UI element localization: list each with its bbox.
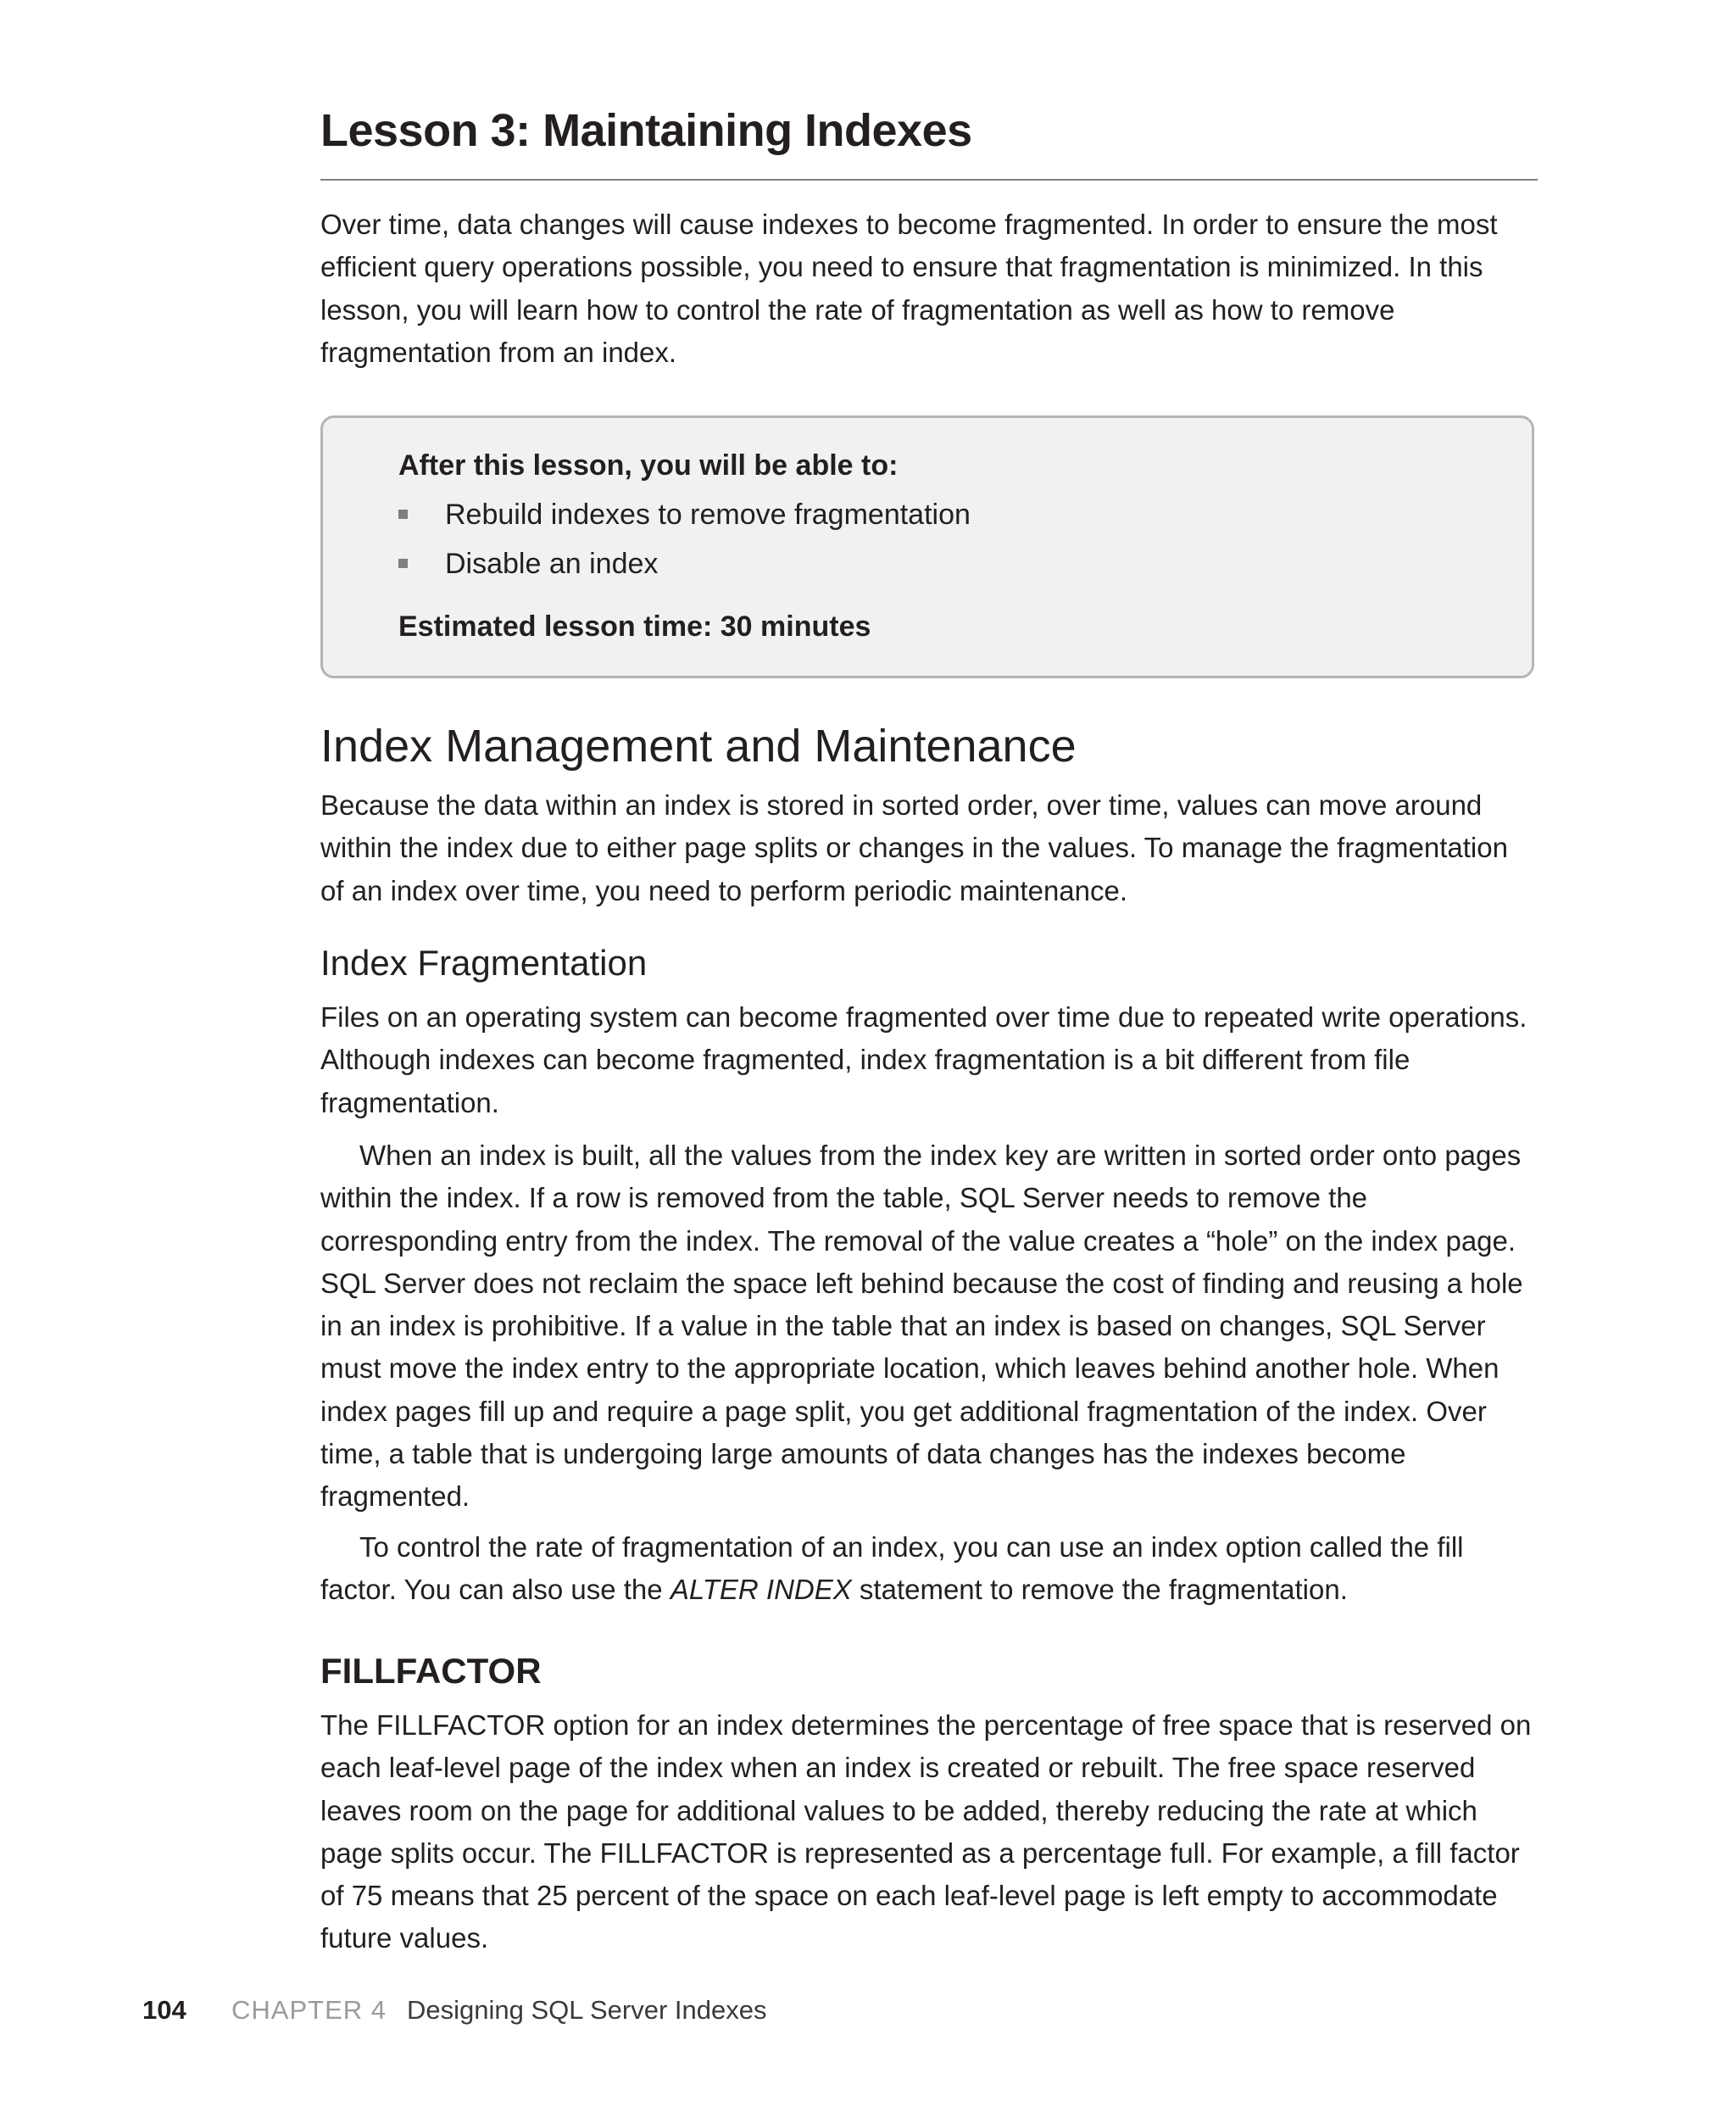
lesson-title: Lesson 3: Maintaining Indexes <box>320 105 972 156</box>
fragmentation-paragraph-2: When an index is built, all the values from the index key are written in sorted order onto pages within the index. If a row is removed from the table, SQL Server needs to remove the corresponding entry from the index. The removal of the value creates a “hole” on the index page. SQL Server does not reclaim the space left behind because the cost of finding and reusing a hole in an index is prohibitive. If a value in the table that an index is based on changes, SQL Server must move the index entry to the appropriate location, which leaves behind another hole. When index pages fill up and require a page split, you get additional fragmentation of the index. Over time, a table that is undergoing large amounts of data changes has the indexes become fragmented. <box>320 1140 1523 1513</box>
estimated-lesson-time: Estimated lesson time: 30 minutes <box>398 610 871 643</box>
section-heading: Index Management and Maintenance <box>320 721 1077 772</box>
section-intro: Because the data within an index is stored in sorted order, over time, values can move around within the index due to either page splits or changes in the values. To manage the fragmentation of an index over time, you need to perform periodic maintenance. <box>320 789 1508 906</box>
chapter-label: CHAPTER 4 <box>231 1995 387 2025</box>
objective-item <box>398 496 971 533</box>
paragraph-text: To control the rate of fragmentation of an index, you can use an index option called the fill factor. You can also use the <box>320 1531 1464 1606</box>
page-number: 104 <box>142 1995 186 2025</box>
paragraph-text: statement to remove the fragmentation. <box>851 1574 1348 1606</box>
square-bullet-icon <box>398 510 408 519</box>
code-term: ALTER INDEX <box>670 1574 852 1606</box>
square-bullet-icon <box>398 559 408 568</box>
lesson-objectives-box <box>320 415 1534 678</box>
fillfactor-paragraph: The FILLFACTOR option for an index determines the percentage of free space that is reserved on each leaf-level page of the index when an index is created or rebuilt. The free space reserved leaves room on the page for additional values to be added, thereby reducing the rate at which page splits occur. The FILLFACTOR is represented as a percentage full. For example, a fill factor of 75 means that 25 percent of the space on each leaf-level page is left empty to accommodate future values. <box>320 1709 1532 1954</box>
fragmentation-paragraph-3 <box>320 1526 1538 1612</box>
objective-item <box>398 545 658 582</box>
subsection-heading: Index Fragmentation <box>320 943 648 983</box>
topic-heading: FILLFACTOR <box>320 1651 542 1691</box>
page-footer <box>0 1992 1736 2029</box>
fragmentation-paragraph-1: Files on an operating system can become fragmented over time due to repeated write operations. Although indexes can become fragmented, index fragmentation is a bit different from file fragmentation. <box>320 1001 1527 1118</box>
objectives-heading: After this lesson, you will be able to: <box>398 449 899 482</box>
chapter-title: Designing SQL Server Indexes <box>407 1995 767 2025</box>
lesson-intro: Over time, data changes will cause indexes to become fragmented. In order to ensure the most efficient query operations possible, you need to ensure that fragmentation is minimized. In this lesson, you will learn how to control the rate of fragmentation as well as how to remove fragmentation from an index. <box>320 209 1498 368</box>
title-rule <box>320 179 1538 181</box>
objective-text: Disable an index <box>445 548 659 580</box>
objective-text: Rebuild indexes to remove fragmentation <box>445 499 971 531</box>
